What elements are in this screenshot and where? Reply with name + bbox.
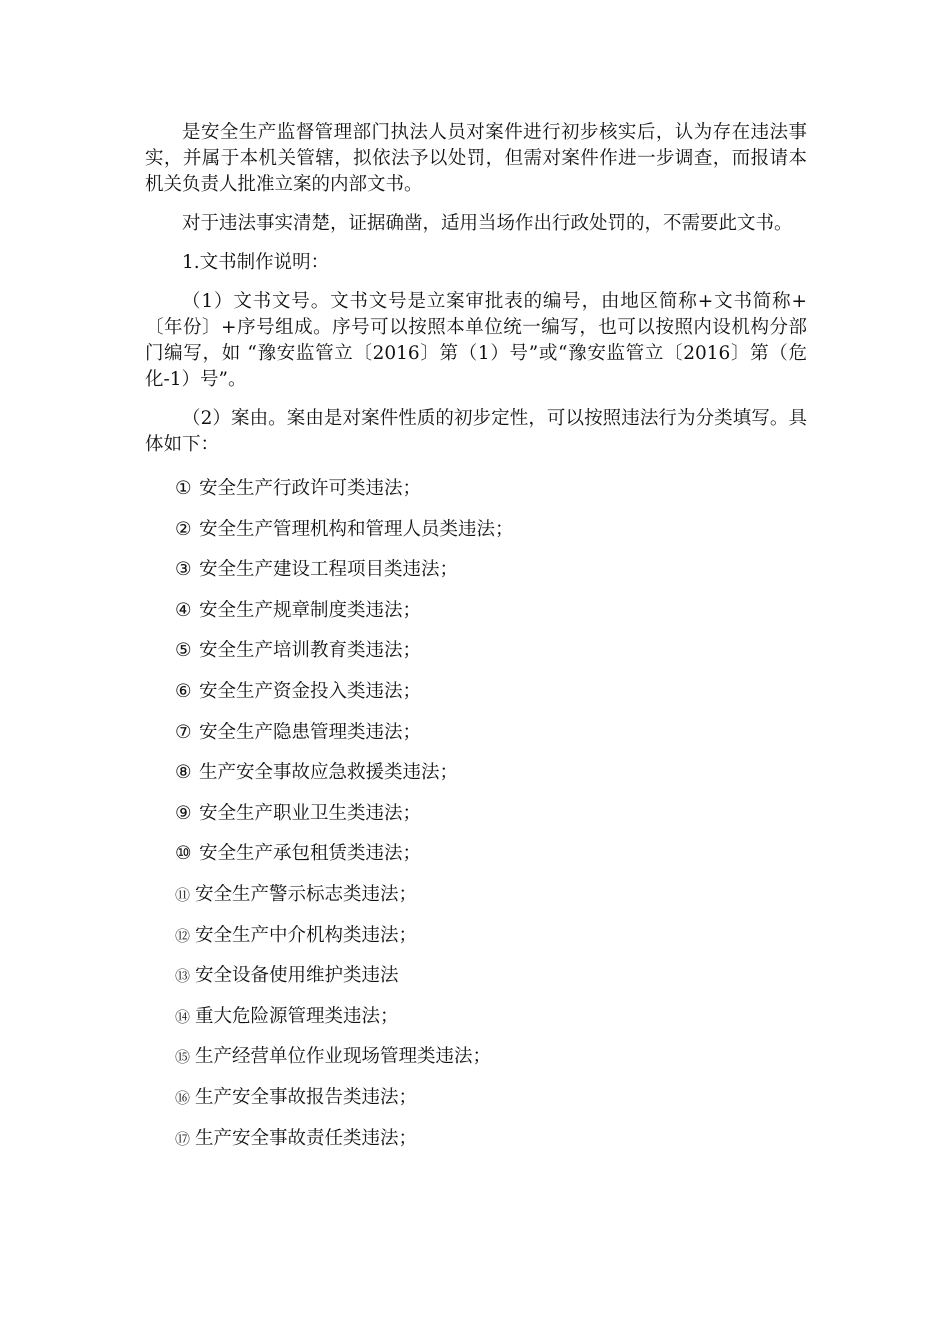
list-marker: ⑥ (175, 680, 192, 702)
list-item-text: 安全生产警示标志类违法； (195, 883, 418, 905)
list-item (145, 923, 807, 949)
list-item-text: 安全生产承包租赁类违法； (199, 843, 422, 865)
list-item (145, 598, 807, 624)
list-marker: ⑩ (175, 843, 192, 865)
list-item (145, 963, 807, 989)
case-cause-paragraph: （2）案由。案由是对案件性质的初步定性，可以按照违法行为分类填写。具体如下： (145, 408, 807, 455)
list-item-text: 生产安全事故应急救援类违法； (199, 762, 459, 784)
list-marker: ⑰ (175, 1129, 191, 1148)
list-item-text: 安全生产建设工程项目类违法； (199, 559, 459, 581)
list-item (145, 760, 807, 786)
list-marker: ⑭ (175, 1007, 191, 1026)
list-marker: ⑮ (175, 1048, 191, 1067)
list-item (145, 1126, 807, 1152)
list-item (145, 557, 807, 583)
list-item-text: 生产经营单位作业现场管理类违法； (195, 1046, 492, 1068)
intro-paragraph: 是安全生产监督管理部门执法人员对案件进行初步核实后，认为存在违法事实，并属于本机关管辖，拟依法予以处罚，但需对案件作进一步调查，而报请本机关负责人批准立案的内部文书。 (145, 122, 807, 195)
list-item (145, 679, 807, 705)
list-item-text: 安全设备使用维护类违法 (195, 965, 399, 987)
list-marker: ③ (175, 559, 192, 581)
list-item (145, 720, 807, 746)
list-item-text: 重大危险源管理类违法； (195, 1005, 399, 1027)
document-page (145, 120, 807, 1166)
list-item-text: 生产安全事故责任类违法； (195, 1127, 418, 1149)
list-item (145, 882, 807, 908)
list-item-text: 安全生产资金投入类违法； (199, 680, 422, 702)
list-item (145, 517, 807, 543)
list-marker: ④ (175, 599, 192, 621)
doc-number-paragraph: （1）文书文号。文书文号是立案审批表的编号，由地区简称+文书简称+〔年份〕+序号组成。序号可以按照本单位统一编写，也可以按照内设机构分部门编写，如 “豫安监管立〔2016〕第（1）号”或“豫安监管立〔2016〕第（危化-1）号”。 (145, 291, 807, 390)
list-marker: ⑨ (175, 802, 192, 824)
list-marker: ⑧ (175, 762, 192, 784)
list-marker: ⑤ (175, 640, 192, 662)
list-item-text: 安全生产行政许可类违法； (199, 478, 422, 499)
violation-category-list (145, 476, 807, 1152)
list-marker: ⑫ (175, 926, 191, 945)
list-item-text: 安全生产中介机构类违法； (195, 924, 418, 946)
list-marker: ② (175, 518, 192, 540)
list-item (145, 1085, 807, 1111)
list-marker: ⑬ (175, 967, 191, 986)
list-item-text: 安全生产培训教育类违法； (199, 640, 422, 662)
list-marker: ⑪ (175, 885, 191, 904)
list-item-text: 安全生产规章制度类违法； (199, 599, 422, 621)
list-item-text: 安全生产管理机构和管理人员类违法； (199, 518, 514, 540)
list-item-text: 安全生产职业卫生类违法； (199, 802, 422, 824)
list-item (145, 841, 807, 867)
list-marker: ⑯ (175, 1088, 191, 1107)
list-item-text: 生产安全事故报告类违法； (195, 1086, 418, 1108)
list-marker: ⑦ (175, 721, 192, 743)
list-item (145, 801, 807, 827)
list-item (145, 476, 807, 502)
list-marker: ① (175, 478, 192, 499)
list-item-text: 安全生产隐患管理类违法； (199, 721, 422, 743)
list-item (145, 1044, 807, 1070)
list-item (145, 1004, 807, 1030)
exception-paragraph: 对于违法事实清楚，证据确凿，适用当场作出行政处罚的，不需要此文书。 (182, 213, 793, 234)
list-item (145, 638, 807, 664)
section-heading: 1.文书制作说明： (182, 252, 330, 273)
